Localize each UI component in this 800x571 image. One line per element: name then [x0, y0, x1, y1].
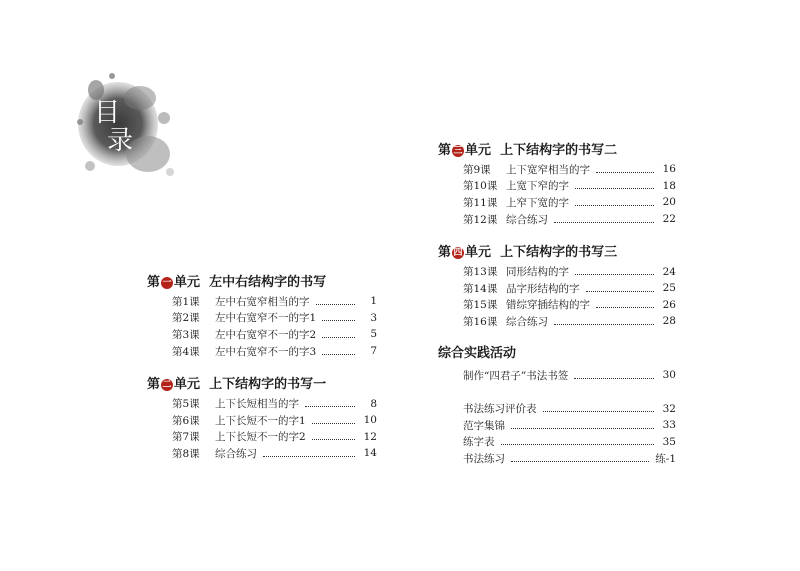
unit-prefix: 第: [147, 377, 161, 393]
activity-heading: 综合实践活动: [438, 345, 517, 361]
unit-3: [438, 141, 676, 227]
unit-suffix: 单元: [174, 377, 201, 393]
unit-1: [147, 273, 377, 359]
unit-2: [147, 375, 377, 461]
toc-entry[interactable]: 第15课 错综穿插结构的字 26: [463, 298, 676, 312]
toc-left-column: [147, 273, 377, 462]
unit-title: 左中右结构字的书写: [209, 275, 327, 290]
toc-entry[interactable]: 第5课 上下长短相当的字 8: [172, 397, 377, 411]
toc-entry[interactable]: 第2课 左中右宽窄不一的字1 3: [172, 311, 377, 325]
toc-entry[interactable]: 练字表 35: [463, 435, 676, 449]
toc-entry[interactable]: 书法练习 练-1: [463, 452, 676, 465]
unit-number-badge: 三: [453, 146, 463, 156]
toc-entry[interactable]: 第9课 上下宽窄相当的字 16: [463, 163, 676, 176]
unit-prefix: 第: [438, 143, 452, 158]
unit-heading: [438, 141, 676, 161]
unit-suffix: 单元: [465, 245, 492, 261]
unit-number-badge: 一: [162, 278, 172, 288]
toc-entry[interactable]: 第16课 综合练习 28: [463, 315, 676, 328]
unit-heading: [147, 273, 377, 293]
activity-section: [438, 344, 676, 384]
title-char-1: 目: [94, 98, 121, 128]
toc-entry[interactable]: 第8课 综合练习 14: [172, 447, 377, 460]
title-char-2: 录: [107, 126, 134, 156]
unit-4: [438, 243, 676, 329]
unit-title: 上下结构字的书写三: [500, 245, 618, 261]
unit-number-badge: 四: [453, 248, 463, 259]
toc-entry[interactable]: 第12课 综合练习 22: [463, 213, 676, 226]
toc-entry[interactable]: 第6课 上下长短不一的字1 10: [172, 414, 377, 427]
unit-suffix: 单元: [465, 143, 492, 158]
unit-prefix: 第: [147, 275, 161, 290]
unit-number-badge: 二: [162, 380, 172, 391]
toc-entry[interactable]: 第13课 同形结构的字 24: [463, 265, 676, 279]
toc-entry[interactable]: 第3课 左中右宽窄不一的字2 5: [172, 328, 377, 341]
toc-entry[interactable]: 书法练习评价表 32: [463, 402, 676, 416]
unit-heading: [438, 243, 676, 263]
appendix-section: [438, 400, 676, 466]
toc-entry[interactable]: 第4课 左中右宽窄不一的字3 7: [172, 345, 377, 358]
toc-entry[interactable]: 第14课 品字形结构的字 25: [463, 282, 676, 295]
toc-entry[interactable]: 范字集锦 33: [463, 419, 676, 432]
unit-title: 上下结构字的书写二: [500, 143, 618, 158]
toc-right-column: [438, 141, 676, 467]
toc-entry[interactable]: 第1课 左中右宽窄相当的字 1: [172, 295, 377, 308]
unit-title: 上下结构字的书写一: [209, 377, 327, 393]
toc-entry[interactable]: 制作“四君子”书法书签 30: [463, 369, 676, 382]
unit-heading: [147, 375, 377, 395]
toc-entry[interactable]: 第11课 上窄下宽的字 20: [463, 196, 676, 209]
unit-prefix: 第: [438, 245, 452, 261]
unit-suffix: 单元: [174, 275, 201, 290]
toc-entry[interactable]: 第10课 上宽下窄的字 18: [463, 179, 676, 193]
toc-entry[interactable]: 第7课 上下长短不一的字2 12: [172, 430, 377, 444]
